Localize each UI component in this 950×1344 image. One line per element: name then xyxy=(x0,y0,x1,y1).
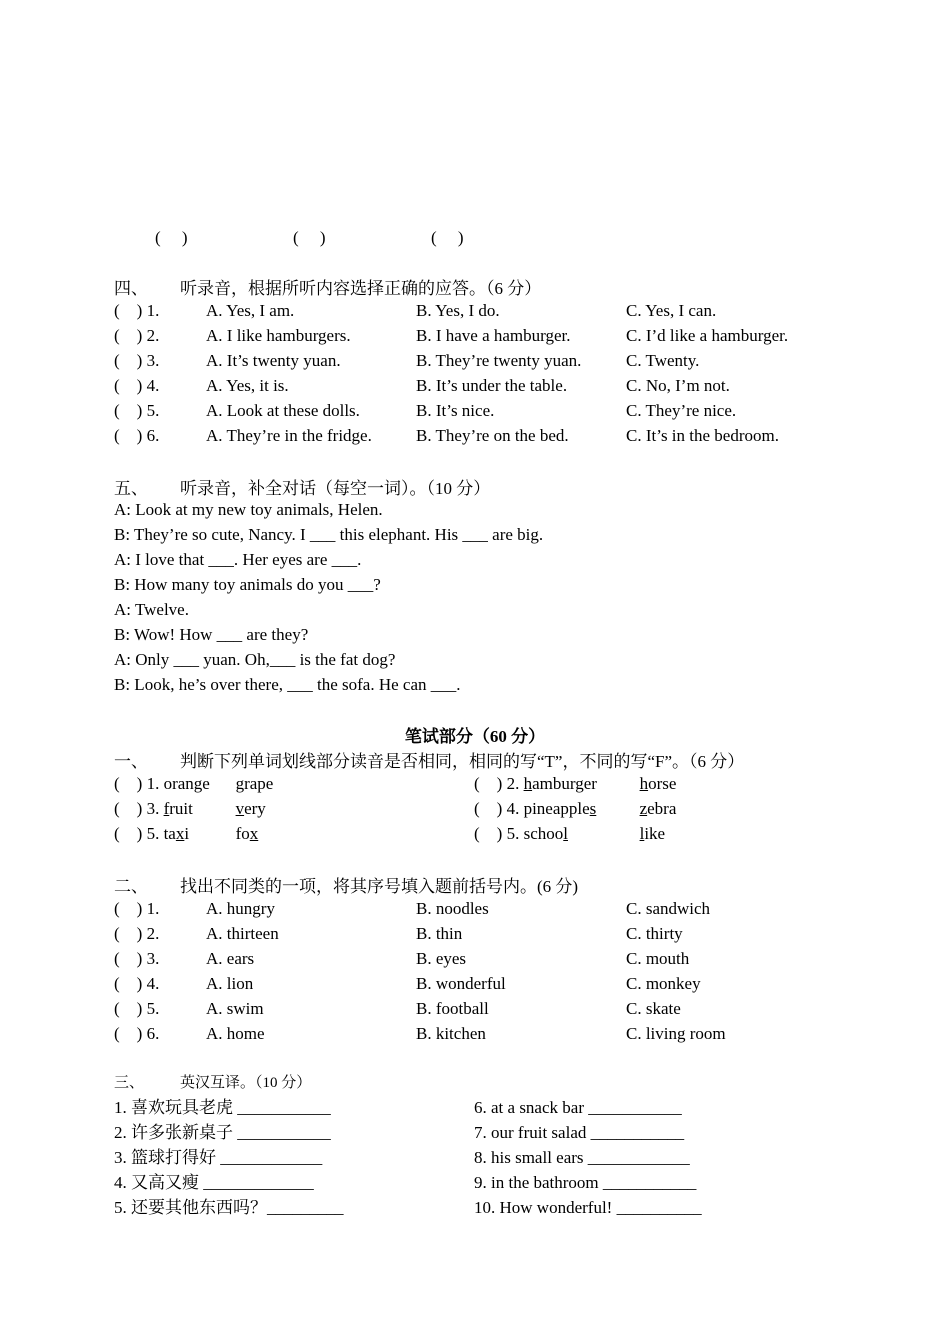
option-c: C. I’d like a hamburger. xyxy=(626,326,789,345)
option-c: C. They’re nice. xyxy=(626,401,737,420)
word-1-underlined: l xyxy=(563,824,568,843)
section-4-heading xyxy=(0,274,950,298)
option-a: A. swim xyxy=(206,999,264,1018)
question-number[interactable]: ( ) 4. xyxy=(114,974,160,993)
translation-item[interactable]: 7. our fruit salad ___________ xyxy=(474,1123,685,1142)
word-2 xyxy=(640,824,666,843)
option-a: A. They’re in the fridge. xyxy=(206,426,372,445)
word-1-underlined: g xyxy=(193,774,203,793)
answer-bracket-2[interactable]: ( ) xyxy=(293,228,326,247)
question-number[interactable]: ( ) 4. xyxy=(474,799,520,818)
option-c: C. thirty xyxy=(626,924,683,943)
question-number[interactable]: ( ) 2. xyxy=(114,326,160,345)
option-a: A. Look at these dolls. xyxy=(206,401,360,420)
dialogue-line: B: They’re so cute, Nancy. I ___ this elephant. His ___ are big. xyxy=(114,525,544,544)
option-b: B. I have a hamburger. xyxy=(416,326,571,345)
written-part-title: 笔试部分（60 分） xyxy=(404,727,546,746)
section-4-number: 四、 xyxy=(114,279,148,298)
option-b: B. They’re twenty yuan. xyxy=(416,351,582,370)
word-1-pre: oran xyxy=(163,774,194,793)
translation-item[interactable]: 2. 许多张新桌子 ___________ xyxy=(114,1123,331,1142)
question-number[interactable]: ( ) 1. xyxy=(114,899,160,918)
section-4-title: 听录音，根据所听内容选择正确的应答。（6 分） xyxy=(180,279,542,298)
option-a: A. ears xyxy=(206,949,255,968)
dialogue-line: A: Twelve. xyxy=(114,600,189,619)
word-1-post: i xyxy=(184,824,190,843)
written-1-title: 判断下列单词划线部分读音是否相同，相同的写“T”，不同的写“F”。（6 分） xyxy=(180,752,745,771)
word-1 xyxy=(524,822,640,846)
written-2-heading xyxy=(0,872,950,896)
question-number[interactable]: ( ) 6. xyxy=(114,1024,160,1043)
word-2 xyxy=(236,824,259,843)
option-a: A. lion xyxy=(206,974,254,993)
word-1-underlined: s xyxy=(589,799,597,818)
word-1-post: amburger xyxy=(532,774,597,793)
option-b: B. It’s nice. xyxy=(416,401,495,420)
option-a: A. Yes, I am. xyxy=(206,301,295,320)
option-b: B. kitchen xyxy=(416,1024,486,1043)
section-5-heading xyxy=(0,474,950,498)
option-b: B. football xyxy=(416,999,489,1018)
word-1-pre: pineapple xyxy=(523,799,590,818)
question-number[interactable]: ( ) 1. xyxy=(114,774,160,793)
phonics-item xyxy=(474,822,665,846)
word-2-underlined: z xyxy=(639,799,648,818)
question-number[interactable]: ( ) 5. xyxy=(114,824,160,843)
written-3-title: 英汉互译。（10 分） xyxy=(180,1075,312,1091)
question-number[interactable]: ( ) 1. xyxy=(114,301,160,320)
question-number[interactable]: ( ) 4. xyxy=(114,376,160,395)
word-1-pre: ta xyxy=(163,824,176,843)
translation-item[interactable]: 8. his small ears ____________ xyxy=(474,1148,690,1167)
word-1-underlined: x xyxy=(175,824,185,843)
option-b: B. It’s under the table. xyxy=(416,376,568,395)
word-2-post: ebra xyxy=(647,799,677,818)
question-number[interactable]: ( ) 5. xyxy=(474,824,520,843)
option-b: B. noodles xyxy=(416,899,489,918)
word-1 xyxy=(164,772,236,796)
written-1-heading xyxy=(0,747,950,771)
option-c: C. It’s in the bedroom. xyxy=(626,426,779,445)
dialogue-line: A: Only ___ yuan. Oh,___ is the fat dog? xyxy=(114,650,396,669)
option-c: C. sandwich xyxy=(626,899,711,918)
dialogue-line: A: Look at my new toy animals, Helen. xyxy=(114,500,383,519)
option-b: B. eyes xyxy=(416,949,467,968)
option-c: C. No, I’m not. xyxy=(626,376,730,395)
phonics-item xyxy=(114,822,258,846)
dialogue-line: B: How many toy animals do you ___? xyxy=(114,575,381,594)
option-c: C. Twenty. xyxy=(626,351,700,370)
word-1 xyxy=(164,797,236,821)
word-2-pre: fo xyxy=(235,824,250,843)
word-1-pre: schoo xyxy=(523,824,564,843)
translation-item[interactable]: 1. 喜欢玩具老虎 ___________ xyxy=(114,1098,331,1117)
word-1 xyxy=(524,772,640,796)
translation-item[interactable]: 5. 还要其他东西吗？_________ xyxy=(114,1198,344,1217)
option-b: B. thin xyxy=(416,924,463,943)
written-3-number: 三、 xyxy=(114,1075,145,1091)
word-2-post: orse xyxy=(648,774,677,793)
translation-item[interactable]: 4. 又高又瘦 _____________ xyxy=(114,1173,314,1192)
option-a: A. Yes, it is. xyxy=(206,376,289,395)
option-b: B. wonderful xyxy=(416,974,506,993)
word-2-underlined: h xyxy=(639,774,649,793)
translation-item[interactable]: 3. 篮球打得好 ____________ xyxy=(114,1148,323,1167)
word-1-post: ruit xyxy=(169,799,193,818)
word-1-underlined: h xyxy=(523,774,533,793)
word-2-post: rape xyxy=(244,774,274,793)
question-number[interactable]: ( ) 2. xyxy=(114,924,160,943)
word-2-underlined: x xyxy=(249,824,259,843)
option-a: A. It’s twenty yuan. xyxy=(206,351,341,370)
dialogue-line: B: Look, he’s over there, ___ the sofa. He can ___. xyxy=(114,675,461,694)
translation-item[interactable]: 6. at a snack bar ___________ xyxy=(474,1098,682,1117)
word-2-post: ery xyxy=(244,799,266,818)
word-2 xyxy=(640,774,677,793)
section-5-title: 听录音，补全对话（每空一词）。（10 分） xyxy=(180,479,491,498)
option-b: B. Yes, I do. xyxy=(416,301,500,320)
option-a: A. hungry xyxy=(206,899,275,918)
phonics-item xyxy=(474,772,676,796)
word-1-underlined: f xyxy=(163,799,170,818)
option-a: A. I like hamburgers. xyxy=(206,326,351,345)
word-2 xyxy=(236,799,266,818)
dialogue-line: A: I love that ___. Her eyes are ___. xyxy=(114,550,362,569)
option-a: A. thirteen xyxy=(206,924,279,943)
word-2 xyxy=(640,799,677,818)
written-2-title: 找出不同类的一项，将其序号填入题前括号内。(6 分) xyxy=(180,877,579,896)
section-5-number: 五、 xyxy=(114,479,148,498)
question-number[interactable]: ( ) 5. xyxy=(114,999,160,1018)
word-2-post: ike xyxy=(644,824,666,843)
question-number[interactable]: ( ) 5. xyxy=(114,401,160,420)
phonics-item xyxy=(474,797,676,821)
translation-item[interactable]: 10. How wonderful! __________ xyxy=(474,1198,702,1217)
answer-bracket-1[interactable]: ( ) xyxy=(155,228,188,247)
question-number[interactable]: ( ) 3. xyxy=(114,949,160,968)
question-number[interactable]: ( ) 2. xyxy=(474,774,520,793)
option-c: C. monkey xyxy=(626,974,701,993)
option-c: C. mouth xyxy=(626,949,690,968)
question-number[interactable]: ( ) 6. xyxy=(114,426,160,445)
option-c: C. Yes, I can. xyxy=(626,301,717,320)
question-number[interactable]: ( ) 3. xyxy=(114,799,160,818)
option-b: B. They’re on the bed. xyxy=(416,426,569,445)
answer-bracket-3[interactable]: ( ) xyxy=(431,228,464,247)
question-number[interactable]: ( ) 3. xyxy=(114,351,160,370)
written-1-number: 一、 xyxy=(114,752,148,771)
word-1-post: e xyxy=(202,774,210,793)
word-2 xyxy=(236,774,274,793)
written-3-heading xyxy=(0,1071,950,1095)
option-c: C. skate xyxy=(626,999,681,1018)
written-2-number: 二、 xyxy=(114,877,148,896)
phonics-item xyxy=(114,772,273,796)
word-2-underlined: l xyxy=(639,824,645,843)
word-1 xyxy=(524,797,640,821)
option-a: A. home xyxy=(206,1024,265,1043)
phonics-item xyxy=(114,797,266,821)
word-2-underlined: g xyxy=(235,774,245,793)
option-c: C. living room xyxy=(626,1024,726,1043)
translation-item[interactable]: 9. in the bathroom ___________ xyxy=(474,1173,697,1192)
word-1 xyxy=(164,822,236,846)
dialogue-line: B: Wow! How ___ are they? xyxy=(114,625,309,644)
word-2-underlined: v xyxy=(235,799,245,818)
